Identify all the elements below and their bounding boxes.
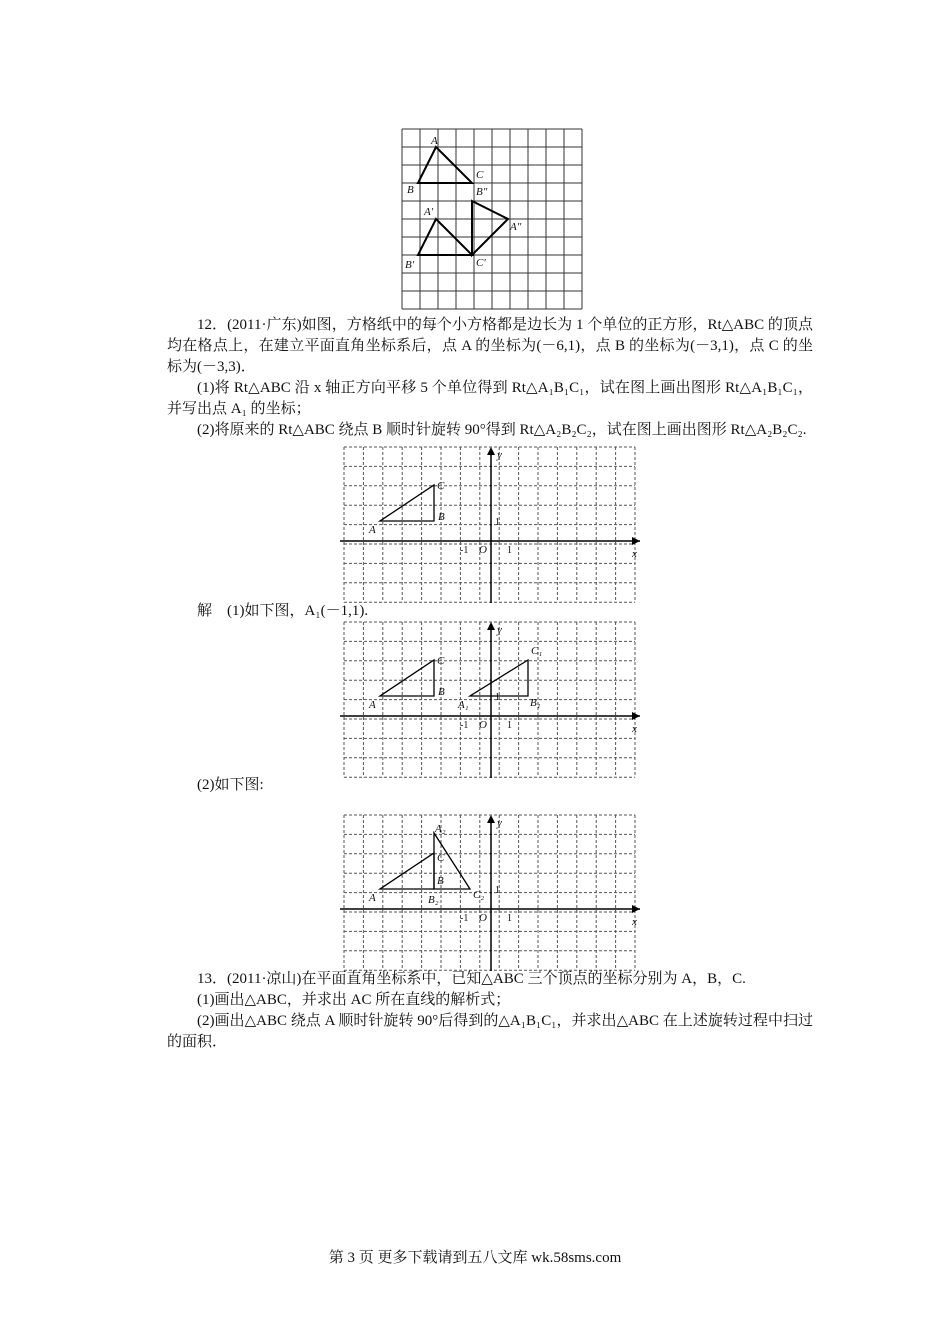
label-c-prime: C′ [476, 257, 486, 269]
origin-label: O [479, 912, 487, 924]
label-c: C [476, 169, 484, 181]
label-a1: A₁ [458, 699, 469, 711]
page-footer: 第 3 页 更多下载请到五八文库 wk.58sms.com [328, 1250, 622, 1266]
label-c: C [437, 655, 445, 667]
solution-label: 解 [197, 603, 213, 619]
tick-y-1: 1 [495, 517, 500, 528]
label-a2: A₂ [435, 823, 446, 835]
coordinate-figure-1 [340, 445, 645, 605]
solution-2-text: (2)如下图: [197, 777, 264, 793]
axis-x-label: x [632, 916, 637, 928]
problem-12-part2: (2)将原来的 Rt△ABC 绕点 B 顺时针旋转 90°得到 Rt△A₂B₂C₂，试在图上画出图形 Rt△A₂B₂C₂. [197, 422, 807, 438]
triangle-abc [380, 853, 434, 889]
solution-2 [167, 775, 813, 796]
label-b: B [407, 184, 414, 196]
problem-13-intro: 13．(2011·凉山)在平面直角坐标系中，已知△ABC 三个顶点的坐标分别为 A，B，C. [197, 971, 746, 987]
tick-neg-1: -1 [460, 545, 469, 556]
label-a: A [369, 892, 376, 904]
label-b2: B₂ [428, 894, 439, 906]
axis-y-label: y [497, 624, 502, 636]
origin-label: O [479, 719, 487, 731]
solution-1 [167, 601, 813, 622]
problem-13-part1: (1)画出△ABC，并求出 AC 所在直线的解析式； [197, 992, 511, 1008]
label-a-double-prime: A″ [510, 221, 522, 233]
tick-pos-1: 1 [507, 545, 512, 556]
origin-label: O [479, 544, 487, 556]
tick-neg-1: -1 [460, 913, 469, 924]
top-figure [400, 127, 585, 312]
axis-x-label: x [632, 548, 637, 560]
coordinate-figure-2 [340, 620, 645, 780]
problem-12-part1: (1)将 Rt△ABC 沿 x 轴正方向平移 5 个单位得到 Rt△A₁B₁C₁，试在图上画出图形 Rt△A₁B₁C₁，并写出点 A₁ 的坐标； [167, 380, 813, 417]
problem-13-part2: (2)画出△ABC 绕点 A 顺时针旋转 90°后得到的△A₁B₁C₁，并求出△ABC 在上述旋转过程中扫过的面积． [167, 1013, 813, 1050]
coordinate-figure-3 [340, 813, 645, 973]
label-b: B [437, 875, 444, 887]
x-axis-arrow [632, 537, 640, 545]
label-a: A [369, 699, 376, 711]
label-b: B [438, 511, 445, 523]
x-axis-arrow [632, 905, 640, 913]
tick-neg-1: -1 [460, 720, 469, 731]
tick-y-1: 1 [495, 885, 500, 896]
y-axis-arrow [487, 447, 495, 455]
label-b-prime: B′ [405, 259, 415, 271]
problem-13 [167, 969, 813, 1053]
label-b: B [438, 686, 445, 698]
label-b-double-prime: B″ [476, 186, 488, 198]
label-a-prime: A′ [424, 206, 434, 218]
triangle-a-double-prime [472, 201, 508, 255]
label-a: A [369, 524, 376, 536]
label-a: A [431, 135, 438, 147]
label-c: C [437, 480, 445, 492]
problem-12-intro: 12．(2011·广东)如图，方格纸中的每个小方格都是边长为 1 个单位的正方形，Rt△ABC 的顶点均在格点上，在建立平面直角坐标系后，点 A 的坐标为(－6,1)，点 B 的坐标为(－3,1)，点 C 的坐标为(－3,3)． [167, 317, 813, 375]
label-c1: C₁ [531, 645, 543, 657]
solution-1-text: (1)如下图，A₁(－1,1). [227, 603, 369, 619]
problem-12 [167, 315, 813, 441]
triangle-abc [380, 485, 434, 521]
tick-pos-1: 1 [507, 913, 512, 924]
axis-x-label: x [632, 723, 637, 735]
x-axis-arrow [632, 712, 640, 720]
tick-pos-1: 1 [507, 720, 512, 731]
label-c2: C₂ [473, 889, 485, 901]
triangle-abc [380, 660, 434, 696]
tick-y-1: 1 [495, 692, 500, 703]
triangle-a1b1c1 [470, 660, 528, 696]
axis-y-label: y [497, 449, 502, 461]
axis-y-label: y [497, 817, 502, 829]
y-axis-arrow [487, 622, 495, 630]
label-c: C [437, 852, 445, 864]
y-axis-arrow [487, 815, 495, 823]
label-b1: B₁ [530, 697, 541, 709]
